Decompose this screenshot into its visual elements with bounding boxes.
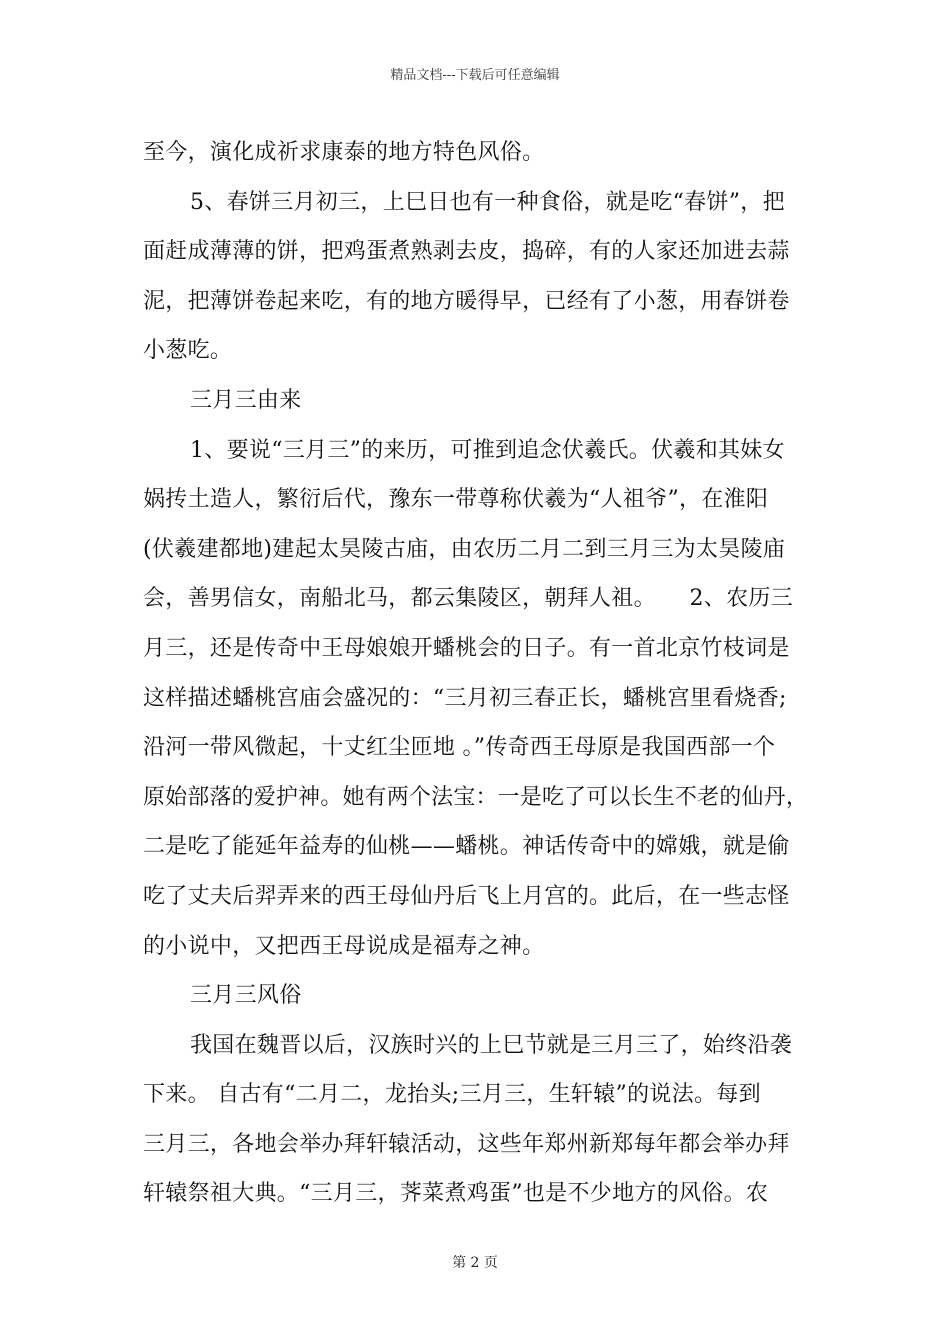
text-line: 原始部落的爱护神。她有两个法宝：一是吃了可以长生不老的仙丹， <box>143 784 809 810</box>
text-line: 1、要说“三月三”的来历，可推到追念伏羲氏。伏羲和其妹女 <box>190 437 785 463</box>
text-line: 至今，演化成祈求康泰的地方特色风俗。 <box>143 140 545 165</box>
text-line: 月三，还是传奇中王母娘娘开蟠桃会的日子。有一首北京竹枝词是 <box>143 635 790 661</box>
text-line: 轩辕祭祖大典。“三月三，荠菜煮鸡蛋”也是不少地方的风俗。农 <box>143 1181 769 1207</box>
text-line: (伏羲建都地)建起太昊陵古庙，由农历二月二到三月三为太昊陵庙 <box>143 536 786 562</box>
page-header: 精品文档---下载后可任意编辑 <box>390 68 560 83</box>
text-line: 三月三，各地会举办拜轩辕活动，这些年郑州新郑每年都会举办拜 <box>143 1131 790 1157</box>
text-line: 这样描述蟠桃宫庙会盛况的：“三月初三春正长，蟠桃宫里看烧香; <box>143 685 787 711</box>
text-line: 小葱吃。 <box>143 338 233 364</box>
text-line: 二是吃了能延年益寿的仙桃——蟠桃。神话传奇中的嫦娥，就是偷 <box>143 834 790 860</box>
text-line: 5、春饼三月初三，上巳日也有一种食俗，就是吃“春饼”，把 <box>190 189 785 215</box>
text-line: 会，善男信女，南船北马，都云集陵区，朝拜人祖。 2、农历三 <box>143 586 793 612</box>
text-line: 三月三由来 <box>190 387 302 413</box>
text-line: 三月三风俗 <box>190 983 302 1009</box>
text-line: 下来。 自古有“二月二，龙抬头;三月三，生轩辕”的说法。每到 <box>143 1082 761 1108</box>
text-line: 我国在魏晋以后，汉族时兴的上巳节就是三月三了，始终沿袭 <box>190 1032 793 1058</box>
text-line: 的小说中，又把西王母说成是福寿之神。 <box>143 933 545 959</box>
text-line: 沿河一带风微起，十丈红尘匝地 。”传奇西王母原是我国西部一个 <box>143 735 776 761</box>
text-line: 吃了丈夫后羿弄来的西王母仙丹后飞上月宫的。此后，在一些志怪 <box>143 883 790 909</box>
text-line: 面赶成薄薄的饼，把鸡蛋煮熟剥去皮，捣碎，有的人家还加进去蒜 <box>143 239 790 265</box>
text-line: 泥，把薄饼卷起来吃，有的地方暖得早，已经有了小葱，用春饼卷 <box>143 288 790 314</box>
document-body <box>143 128 808 1219</box>
page-number: 第 2 页 <box>452 1255 498 1271</box>
text-line: 娲抟土造人，繁衍后代，豫东一带尊称伏羲为“人祖爷”，在淮阳 <box>143 487 769 513</box>
